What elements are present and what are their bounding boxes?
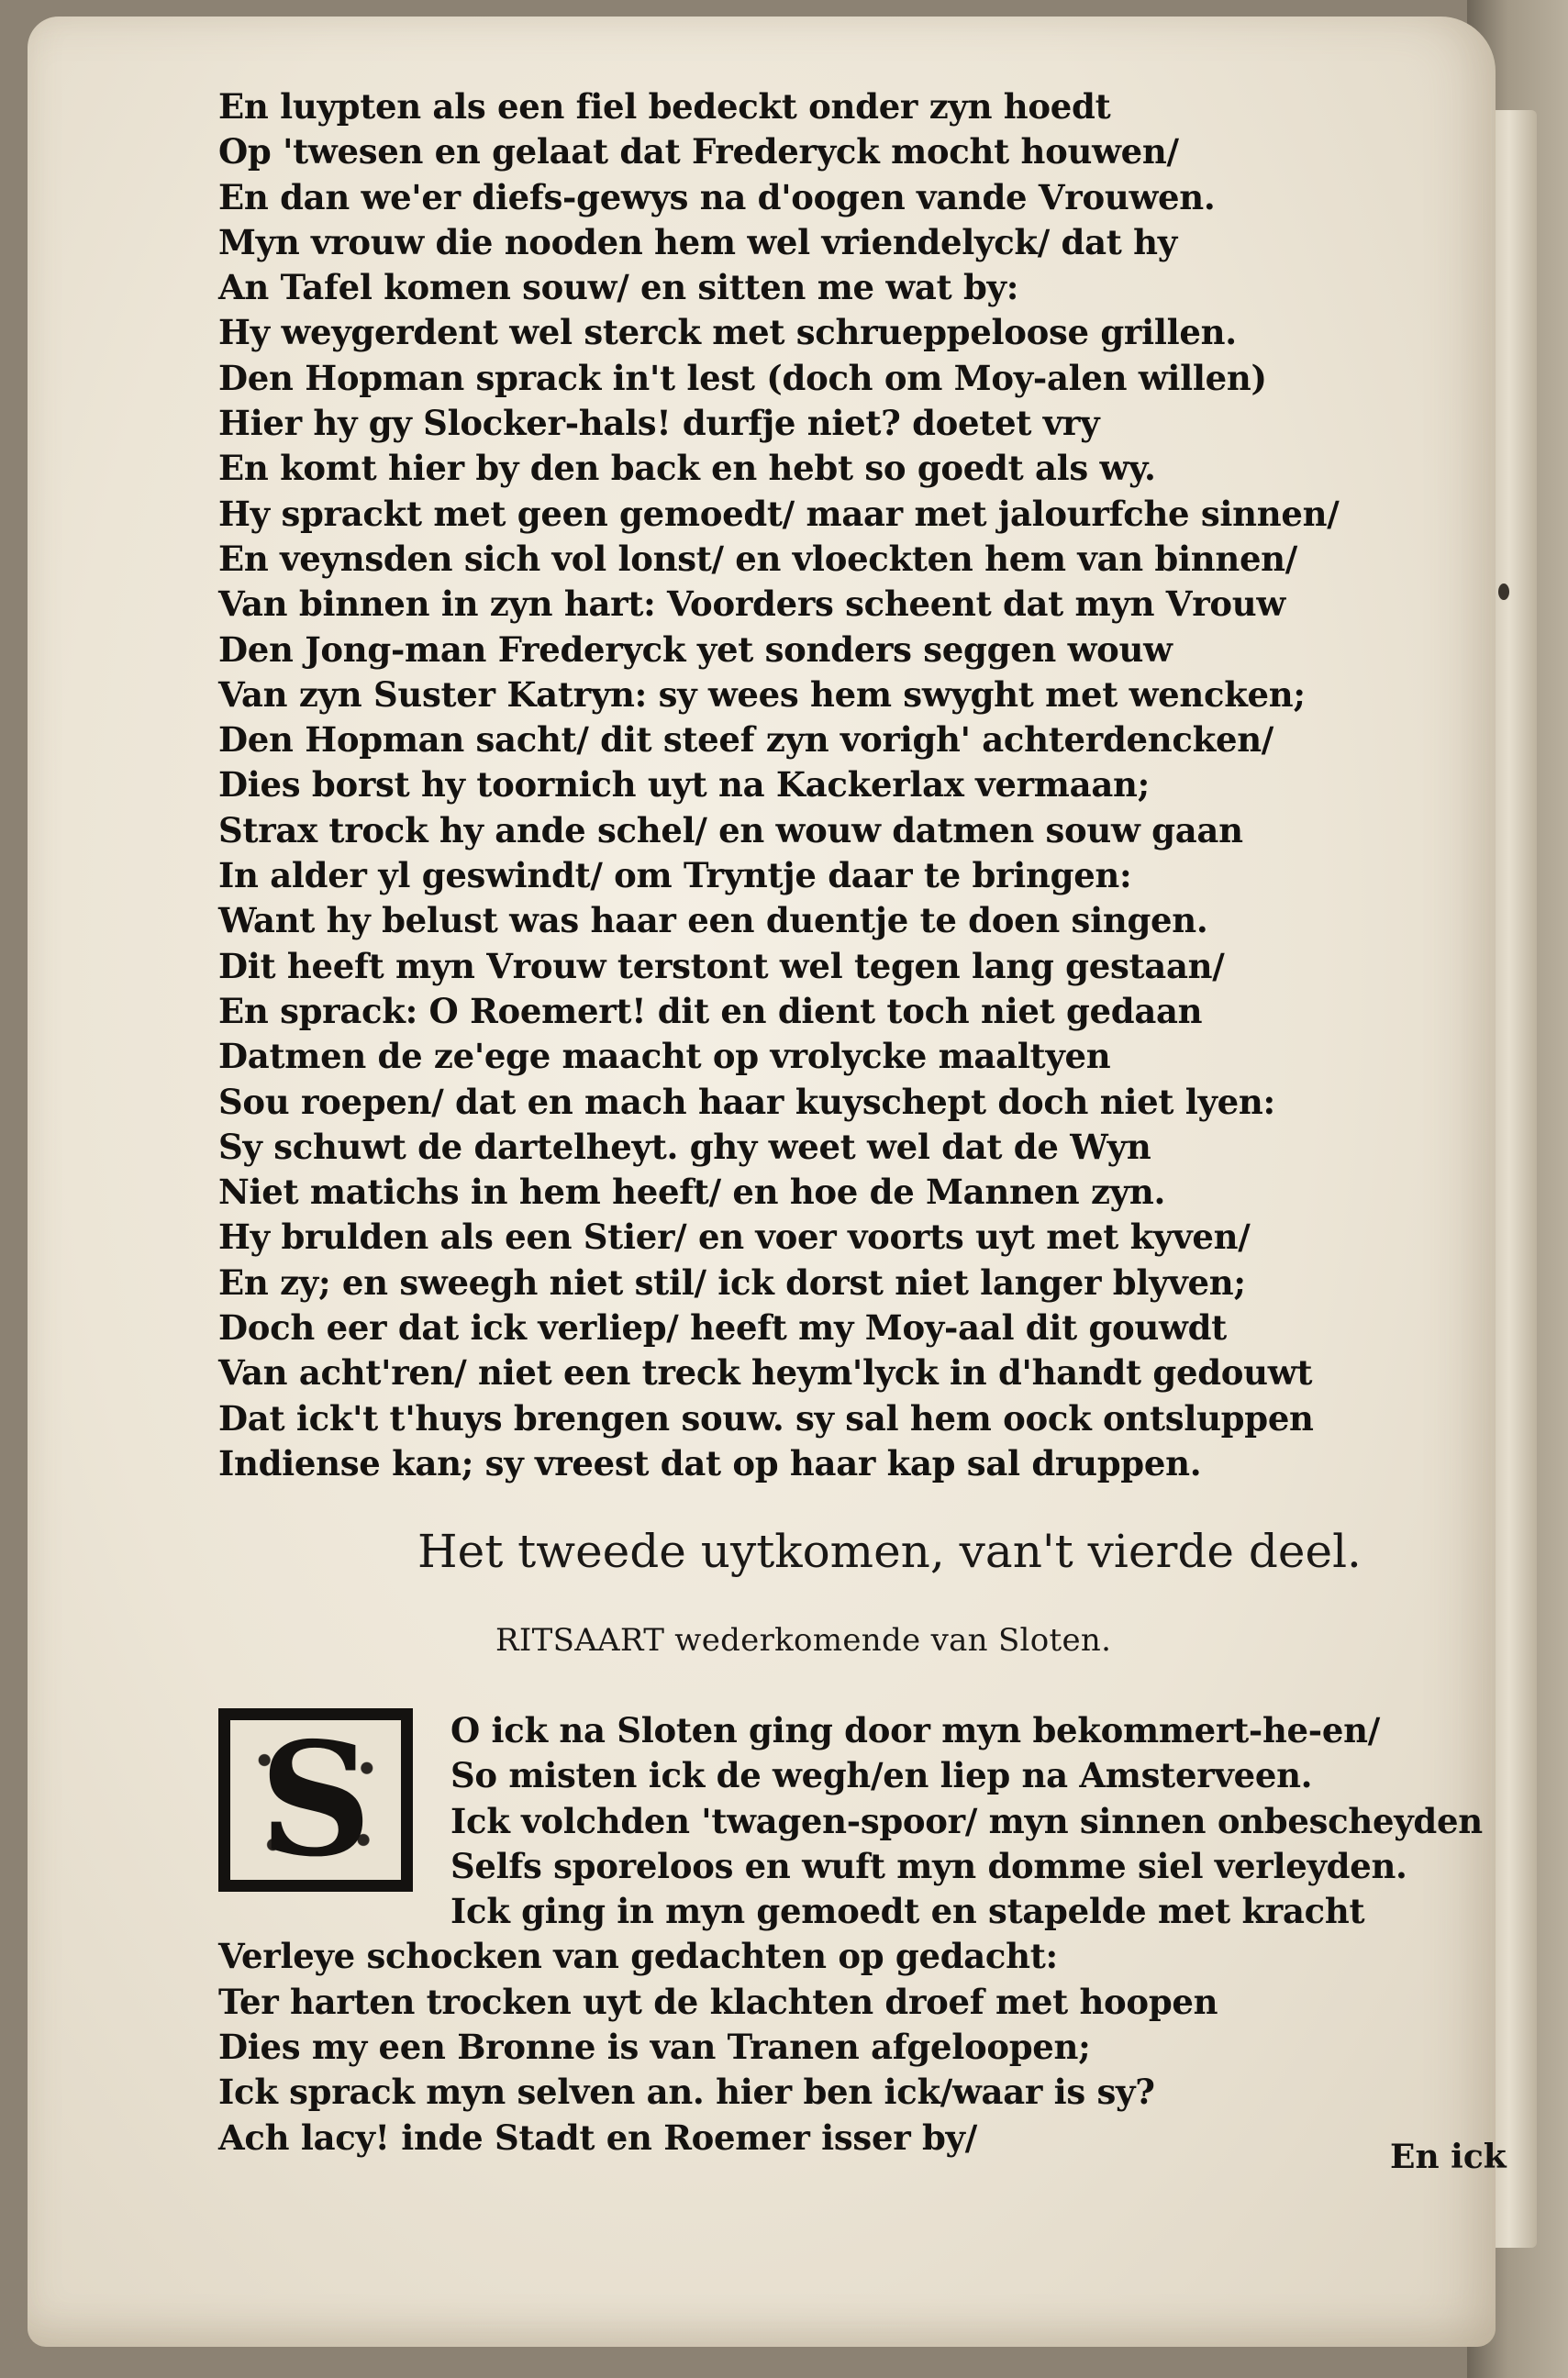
verse-line: En luypten als een fiel bedeckt onder zyn hoedt xyxy=(218,86,1111,127)
verse-line: Doch eer dat ick verliep/ heeft my Moy-aal dit gouwdt xyxy=(218,1307,1227,1349)
stanza-line: Verleye schocken van gedachten op gedacht: xyxy=(218,1936,1058,1977)
catchword: En ick xyxy=(1390,2138,1507,2176)
verse-line: Den Hopman sacht/ dit steef zyn vorigh' achterdencken/ xyxy=(218,719,1274,761)
verse-line: Den Jong-man Frederyck yet sonders seggen wouw xyxy=(218,628,1173,670)
verse-line: Want hy belust was haar een duentje te doen singen. xyxy=(218,900,1208,941)
verse-line: Hy weygerdent wel sterck met schrueppeloose grillen. xyxy=(218,312,1237,353)
verse-line: Van binnen in zyn hart: Voorders scheent dat myn Vrouw xyxy=(218,583,1285,625)
stanza-line: Ick volchden 'twagen-spoor/ myn sinnen onbescheyden xyxy=(450,1800,1483,1841)
verse-line: An Tafel komen souw/ en sitten me wat by: xyxy=(218,267,1019,308)
verse-line: Indiense kan; sy vreest dat op haar kap sal druppen. xyxy=(218,1442,1202,1483)
stanza-line: Ter harten trocken uyt de klachten droef met hoopen xyxy=(218,1981,1218,2022)
stanza-line: Ick sprack myn selven an. hier ben ick/waar is sy? xyxy=(218,2072,1155,2113)
stanza-line: Selfs sporeloos en wuft myn domme siel verleyden. xyxy=(450,1845,1407,1886)
verse-line: Hier hy gy Slocker-hals! durfje niet? doetet vry xyxy=(218,403,1100,444)
verse-line: En dan we'er diefs-gewys na d'oogen vande Vrouwen. xyxy=(218,176,1216,217)
verse-line: In alder yl geswindt/ om Tryntje daar te bringen: xyxy=(218,855,1132,896)
verse-line: Den Hopman sprack in't lest (doch om Moy-alen willen) xyxy=(218,357,1267,398)
stanza-line: Ick ging in myn gemoedt en stapelde met kracht xyxy=(450,1891,1365,1932)
verse-line: Dit heeft myn Vrouw terstont wel tegen lang gestaan/ xyxy=(218,945,1225,986)
verse-line: Van acht'ren/ niet een treck heym'lyck in d'handt gedouwt xyxy=(218,1352,1313,1394)
verse-line: En sprack: O Roemert! dit en dient toch niet gedaan xyxy=(218,990,1203,1031)
verse-line: En zy; en sweegh niet stil/ ick dorst niet langer blyven; xyxy=(218,1261,1246,1303)
verse-line: Dies borst hy toornich uyt na Kackerlax vermaan; xyxy=(218,764,1150,806)
section-subheading: RITSAART wederkomende van Sloten. xyxy=(495,1622,1112,1659)
stanza-line: O ick na Sloten ging door myn bekommert-he-en/ xyxy=(450,1710,1380,1750)
ink-spot xyxy=(1498,583,1509,600)
initial-letter: S xyxy=(259,1708,373,1892)
verse-line: Niet matichs in hem heeft/ en hoe de Mannen zyn. xyxy=(218,1172,1166,1213)
verse-block xyxy=(218,84,1365,1486)
verse-line: Op 'twesen en gelaat dat Frederyck mocht houwen/ xyxy=(218,131,1179,172)
verse-line: Dat ick't t'huys brengen souw. sy sal hem oock ontsluppen xyxy=(218,1397,1314,1439)
stanza-line: So misten ick de wegh/en liep na Amsterveen. xyxy=(450,1755,1313,1796)
verse-line: Sou roepen/ dat en mach haar kuyschept doch niet lyen: xyxy=(218,1081,1275,1122)
section-heading: Het tweede uytkomen, van't vierde deel. xyxy=(417,1525,1362,1578)
stanza-line: Dies my een Bronne is van Tranen afgeloopen; xyxy=(218,2027,1091,2068)
verse-line: Hy sprackt met geen gemoedt/ maar met jalourfche sinnen/ xyxy=(218,493,1340,534)
verse-line: Strax trock hy ande schel/ en wouw datmen souw gaan xyxy=(218,809,1243,850)
verse-line: Hy brulden als een Stier/ en voer voorts uyt met kyven/ xyxy=(218,1217,1251,1258)
verse-line: Myn vrouw die nooden hem wel vriendelyck/ dat hy xyxy=(218,221,1177,262)
stanza-block xyxy=(218,1708,1483,2161)
verse-line: En veynsden sich vol lonst/ en vloeckten hem van binnen/ xyxy=(218,538,1297,579)
verse-line: Van zyn Suster Katryn: sy wees hem swyght met wencken; xyxy=(218,673,1306,715)
verse-line: Sy schuwt de dartelheyt. ghy weet wel dat de Wyn xyxy=(218,1126,1151,1167)
stanza-line: Ach lacy! inde Stadt en Roemer isser by/ xyxy=(218,2117,977,2158)
verse-line: En komt hier by den back en hebt so goedt als wy. xyxy=(218,448,1156,489)
verse-line: Datmen de ze'ege maacht op vrolycke maaltyen xyxy=(218,1036,1111,1077)
